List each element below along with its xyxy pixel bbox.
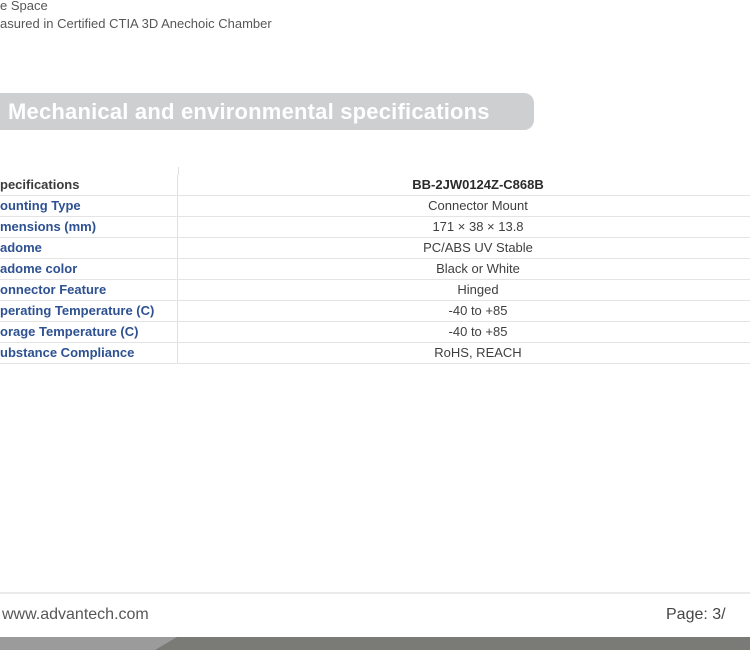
table-row bbox=[0, 196, 750, 217]
row-label: adome bbox=[0, 238, 178, 258]
row-label: ounting Type bbox=[0, 196, 178, 216]
row-label: onnector Feature bbox=[0, 280, 178, 300]
table-row bbox=[0, 238, 750, 259]
row-label: ubstance Compliance bbox=[0, 343, 178, 363]
table-row bbox=[0, 322, 750, 343]
row-value: Connector Mount bbox=[428, 198, 528, 213]
row-value: PC/ABS UV Stable bbox=[423, 240, 533, 255]
row-value: Hinged bbox=[457, 282, 499, 297]
table-row bbox=[0, 259, 750, 280]
row-value: -40 to +85 bbox=[448, 324, 508, 339]
table-header-value: BB-2JW0124Z-C868B bbox=[412, 177, 544, 192]
row-value: Black or White bbox=[436, 261, 520, 276]
row-value: RoHS, REACH bbox=[434, 345, 522, 360]
section-title: Mechanical and environmental specifications bbox=[8, 99, 490, 124]
row-value: 171 × 38 × 13.8 bbox=[432, 219, 524, 234]
row-label: mensions (mm) bbox=[0, 217, 178, 237]
table-header-label: pecifications bbox=[0, 175, 178, 195]
website-link[interactable]: www.advantech.com bbox=[2, 606, 149, 623]
footer-divider bbox=[0, 592, 750, 594]
row-value: -40 to +85 bbox=[448, 303, 508, 318]
table-row bbox=[0, 280, 750, 301]
spec-table bbox=[0, 175, 750, 364]
section-title-band bbox=[0, 93, 534, 130]
table-row bbox=[0, 217, 750, 238]
row-label: orage Temperature (C) bbox=[0, 322, 178, 342]
page-number: Page: 3/ bbox=[666, 606, 726, 623]
table-row bbox=[0, 301, 750, 322]
row-label: adome color bbox=[0, 259, 178, 279]
table-header-row bbox=[0, 175, 750, 196]
row-label: perating Temperature (C) bbox=[0, 301, 178, 321]
table-divider-stub bbox=[178, 167, 179, 175]
note-free-space: e Space bbox=[0, 0, 48, 13]
note-anechoic-chamber: asured in Certified CTIA 3D Anechoic Chamber bbox=[0, 16, 272, 31]
table-row bbox=[0, 343, 750, 364]
